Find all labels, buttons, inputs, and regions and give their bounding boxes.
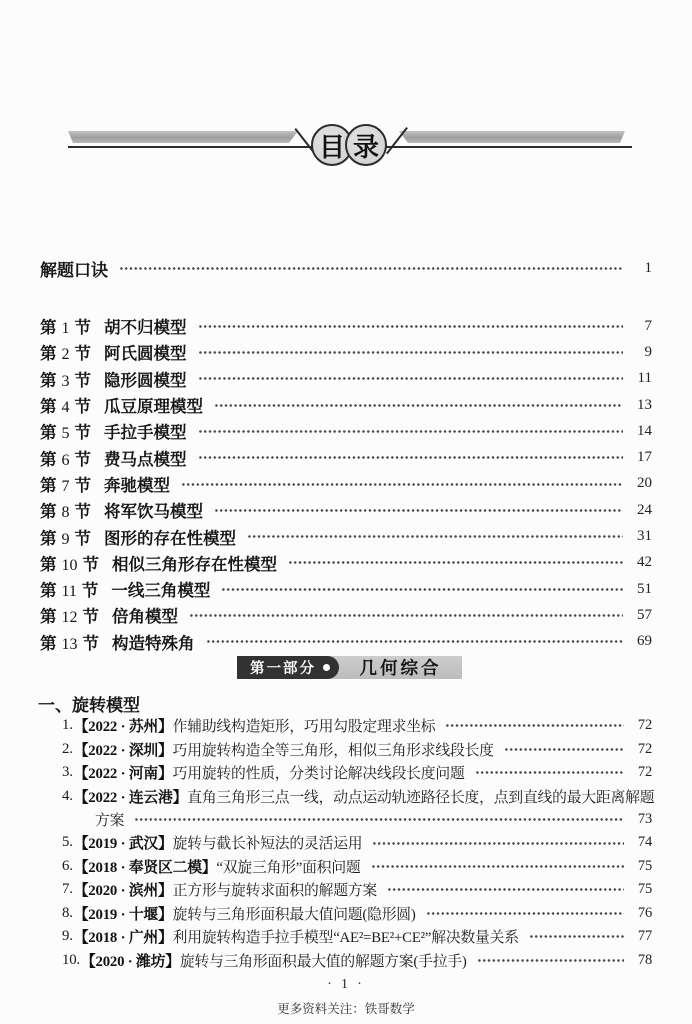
item-source-tag: 【2022 · 河南】	[73, 766, 173, 783]
part-banner	[237, 656, 462, 679]
section-label	[40, 630, 99, 654]
dot-leader	[445, 714, 624, 737]
subsection-heading: 一、旋转模型	[38, 696, 140, 715]
toc-title-char-2: 录	[352, 131, 379, 162]
dot-leader	[134, 808, 624, 831]
header-rule-right	[384, 146, 632, 148]
entry-page-number: 72	[637, 764, 652, 781]
section-label	[40, 577, 98, 601]
footer-note: 更多资料关注：铁哥数学	[277, 1002, 415, 1016]
section-word-post: 节	[74, 503, 91, 522]
list-item	[40, 925, 652, 948]
entry-page-number: 13	[637, 396, 652, 413]
toc-entry	[40, 339, 652, 365]
header-rule-left	[68, 146, 316, 148]
section-word-pre: 第	[40, 634, 57, 653]
problem-item-list	[40, 714, 655, 972]
section-number: 6	[61, 451, 70, 469]
entry-page-number: 73	[637, 810, 652, 827]
toc-entry	[40, 366, 652, 392]
entry-title: 阿氏圆模型	[104, 345, 187, 364]
section-word-post: 节	[82, 608, 99, 627]
dot-leader	[529, 925, 624, 948]
item-number: 7.	[62, 881, 73, 898]
entry-page-number: 74	[637, 834, 652, 851]
dot-leader	[119, 255, 623, 281]
toc-section-list	[40, 313, 652, 655]
item-source-tag: 【2022 · 连云港】	[73, 789, 188, 806]
toc-entry	[40, 313, 652, 339]
item-number: 10.	[62, 951, 80, 968]
entry-title: 胡不归模型	[104, 319, 187, 338]
toc-title-char-1: 目	[318, 131, 345, 162]
section-word-pre: 第	[40, 450, 57, 469]
section-word-pre: 第	[40, 371, 57, 390]
item-title: 巧用旋转的性质，分类讨论解决线段长度问题	[172, 766, 465, 783]
entry-page-number: 17	[637, 449, 652, 466]
entry-page-number: 42	[637, 554, 652, 571]
list-item	[40, 831, 652, 854]
dot-leader	[189, 602, 623, 628]
section-label	[40, 393, 91, 417]
section-word-post: 节	[74, 424, 91, 443]
item-title: 作辅助线构造矩形，巧用勾股定理求坐标	[172, 719, 436, 736]
item-source-tag: 【2020 · 滨州】	[73, 883, 173, 900]
item-source-tag: 【2019 · 武汉】	[73, 836, 173, 853]
entry-page-number: 69	[637, 633, 652, 650]
dot-leader	[214, 392, 623, 418]
item-number: 3.	[62, 764, 73, 781]
section-label	[40, 472, 91, 496]
item-source-tag: 【2020 · 潍坊】	[80, 953, 180, 970]
list-item	[40, 855, 652, 878]
footer-page-number: · 1 ·	[327, 976, 365, 991]
section-number: 3	[61, 372, 70, 390]
section-word-post: 节	[74, 529, 91, 548]
section-number: 9	[61, 530, 70, 548]
entry-page-number: 9	[644, 343, 652, 360]
item-number: 6.	[62, 857, 73, 874]
section-word-pre: 第	[40, 319, 57, 338]
section-number: 12	[61, 609, 78, 627]
section-word-pre: 第	[40, 529, 57, 548]
dot-leader	[198, 366, 624, 392]
section-label	[40, 525, 91, 549]
entry-page-number: 7	[644, 317, 652, 334]
dot-leader	[198, 418, 624, 444]
item-number: 9.	[62, 928, 73, 945]
section-label	[40, 603, 99, 627]
section-label	[40, 551, 99, 575]
header-diagonal-right	[386, 127, 408, 154]
section-word-pre: 第	[40, 503, 57, 522]
toc-entry	[40, 550, 652, 576]
entry-title: 瓜豆原理模型	[104, 398, 203, 417]
entry-title: 倍角模型	[112, 608, 178, 627]
toc-entry	[40, 629, 652, 655]
list-item	[40, 784, 655, 807]
section-number: 2	[61, 346, 70, 364]
entry-title: 解题口诀	[40, 260, 108, 280]
section-label	[40, 498, 91, 522]
section-word-post: 节	[74, 345, 91, 364]
section-number: 13	[61, 635, 78, 653]
toc-entry	[40, 418, 652, 444]
item-number: 2.	[62, 740, 73, 757]
section-word-pre: 第	[40, 608, 57, 627]
section-word-post: 节	[74, 398, 91, 417]
dot-leader	[247, 523, 623, 549]
toc-entry	[40, 576, 652, 602]
entry-page-number: 75	[637, 857, 652, 874]
header-bar-left	[68, 131, 298, 143]
entry-title: 一线三角模型	[111, 582, 211, 601]
entry-page-number: 57	[637, 606, 652, 623]
item-title: 正方形与旋转求面积的解题方案	[172, 883, 377, 900]
entry-title: 将军饮马模型	[104, 503, 203, 522]
dot-leader	[198, 444, 624, 470]
section-word-post: 节	[81, 582, 99, 601]
entry-title: 费马点模型	[104, 450, 187, 469]
entry-title: 相似三角形存在性模型	[112, 555, 277, 574]
list-item-continuation	[40, 808, 652, 831]
toc-entry-intro	[40, 255, 652, 281]
section-label	[40, 419, 91, 443]
section-number: 10	[61, 556, 78, 574]
dot-leader	[221, 576, 623, 602]
section-label	[40, 314, 91, 338]
section-word-post: 节	[82, 634, 99, 653]
entry-page-number: 20	[637, 475, 652, 492]
section-number: 5	[61, 425, 70, 443]
toc-title-circle-2	[345, 124, 387, 166]
section-word-pre: 第	[40, 424, 57, 443]
entry-page-number: 72	[637, 740, 652, 757]
item-title: “双旋三角形”面积问题	[216, 859, 361, 876]
list-item	[40, 714, 652, 737]
dot-leader	[504, 737, 624, 760]
toc-entry	[40, 523, 652, 549]
list-item	[40, 902, 652, 925]
toc-entry	[40, 602, 652, 628]
part-banner-right-label: 几何综合	[359, 658, 442, 678]
toc-entry	[40, 497, 652, 523]
item-source-tag: 【2018 · 广州】	[73, 930, 173, 947]
toc-entry	[40, 392, 652, 418]
dot-leader	[426, 902, 624, 925]
dot-leader	[372, 831, 624, 854]
dot-leader	[198, 339, 624, 365]
section-number: 7	[61, 477, 70, 495]
section-word-post: 节	[74, 450, 91, 469]
item-title: 旋转与三角形面积最大值的解题方案(手拉手)	[179, 953, 467, 970]
part-banner-left-label: 第一部分	[250, 661, 316, 677]
dot-leader	[206, 629, 624, 655]
item-title: 利用旋转构造手拉手模型“AE²=BE²+CE²”解决数量关系	[172, 930, 519, 947]
item-title: 旋转与截长补短法的灵活运用	[172, 836, 363, 853]
item-source-tag: 【2019 · 十堰】	[73, 906, 173, 923]
entry-page-number: 14	[637, 422, 652, 439]
item-title-continued: 方案	[95, 812, 125, 829]
section-label	[40, 446, 91, 470]
item-title: 巧用旋转构造全等三角形，相似三角形求线段长度	[172, 742, 494, 759]
dot-leader	[181, 471, 623, 497]
section-word-pre: 第	[40, 398, 57, 417]
entry-page-number: 24	[637, 501, 652, 518]
item-number: 5.	[62, 834, 73, 851]
list-item	[40, 878, 652, 901]
entry-title: 图形的存在性模型	[104, 529, 236, 548]
section-word-pre: 第	[40, 476, 57, 495]
item-number: 1.	[62, 717, 73, 734]
section-word-pre: 第	[40, 345, 57, 364]
dot-leader	[198, 313, 624, 339]
entry-title: 构造特殊角	[112, 634, 195, 653]
entry-page-number: 51	[637, 580, 652, 597]
section-label	[40, 367, 91, 391]
section-label	[40, 340, 91, 364]
entry-page-number: 76	[637, 904, 652, 921]
item-title: 旋转与三角形面积最大值问题(隐形圆)	[172, 906, 416, 923]
section-number: 8	[61, 504, 70, 522]
section-number: 11	[61, 583, 77, 601]
toc-entry	[40, 471, 652, 497]
dot-leader	[387, 878, 624, 901]
list-item	[40, 948, 652, 971]
dot-leader	[477, 948, 624, 971]
item-source-tag: 【2022 · 苏州】	[73, 719, 173, 736]
section-word-post: 节	[74, 476, 91, 495]
toc-entry	[40, 444, 652, 470]
entry-page-number: 31	[637, 528, 652, 545]
section-word-pre: 第	[40, 582, 57, 601]
part-banner-pill	[237, 656, 339, 679]
entry-page-number: 11	[637, 370, 652, 387]
entry-page-number: 1	[644, 259, 652, 276]
item-source-tag: 【2022 · 深圳】	[73, 742, 173, 759]
section-word-post: 节	[74, 319, 91, 338]
entry-page-number: 72	[637, 717, 652, 734]
entry-title: 手拉手模型	[104, 424, 187, 443]
section-number: 1	[61, 320, 70, 338]
entry-page-number: 78	[637, 951, 652, 968]
entry-title: 隐形圆模型	[104, 371, 187, 390]
list-item	[40, 737, 652, 760]
header-bar-right	[399, 131, 625, 143]
section-word-post: 节	[82, 555, 99, 574]
entry-title: 奔驰模型	[104, 476, 170, 495]
item-source-tag: 【2018 · 奉贤区二模】	[73, 859, 217, 876]
entry-page-number: 75	[637, 881, 652, 898]
item-number: 8.	[62, 904, 73, 921]
banner-dot-icon	[323, 664, 330, 671]
entry-page-number: 77	[637, 928, 652, 945]
dot-leader	[214, 497, 623, 523]
item-title: 直角三角形三点一线，动点运动轨迹路径长度，点到直线的最大距离解题	[187, 789, 655, 806]
section-word-pre: 第	[40, 555, 57, 574]
section-word-post: 节	[74, 371, 91, 390]
list-item	[40, 761, 652, 784]
dot-leader	[371, 855, 624, 878]
dot-leader	[475, 761, 624, 784]
dot-leader	[288, 550, 623, 576]
section-number: 4	[61, 399, 70, 417]
item-number: 4.	[62, 787, 73, 804]
